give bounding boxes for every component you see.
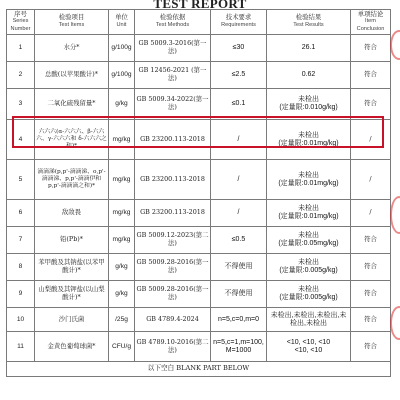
test-result	[267, 227, 351, 254]
row-number: 6	[7, 200, 35, 227]
test-method: GB 5009.28-2016(第一法)	[135, 254, 211, 281]
requirement: 不得使用	[211, 254, 267, 281]
conclusion: /	[351, 200, 391, 227]
table-row	[7, 160, 391, 200]
test-item: 沙门氏菌	[35, 308, 109, 332]
table-row	[7, 89, 391, 120]
conclusion: 符合	[351, 254, 391, 281]
test-results-table	[6, 9, 391, 377]
header-requirements: 技术要求 Requirements	[211, 10, 267, 35]
conclusion: 符合	[351, 89, 391, 120]
unit: g/100g	[109, 35, 135, 62]
unit: mg/kg	[109, 120, 135, 160]
conclusion: 符合	[351, 281, 391, 308]
test-result: 未检出,未检出,未检出,未检出,未检出	[267, 308, 351, 332]
table-header-row	[7, 10, 391, 35]
row-number: 4	[7, 120, 35, 160]
row-number: 7	[7, 227, 35, 254]
table-row	[7, 254, 391, 281]
table-row	[7, 281, 391, 308]
result-value: 未检出	[298, 96, 319, 104]
test-method: GB 23200.113-2018	[135, 120, 211, 160]
quantification-limit: (定量限:0.01mg/kg)	[278, 179, 339, 187]
requirement: 不得使用	[211, 281, 267, 308]
test-method: GB 12456-2021 (第一法)	[135, 62, 211, 89]
requirement: ≤2.5	[211, 62, 267, 89]
unit: mg/kg	[109, 200, 135, 227]
result-value-continued: <10, <10	[294, 346, 323, 354]
conclusion: 符合	[351, 227, 391, 254]
result-value: 未检出	[298, 171, 319, 179]
test-method: GB 23200.113-2018	[135, 200, 211, 227]
table-row	[7, 200, 391, 227]
header-method: 检验依据 Test Methods	[135, 10, 211, 35]
row-number: 10	[7, 308, 35, 332]
conclusion: 符合	[351, 35, 391, 62]
result-value: 未检出	[298, 232, 319, 240]
unit: mg/kg	[109, 227, 135, 254]
header-item: 检验项目 Test Items	[35, 10, 109, 35]
test-result	[267, 281, 351, 308]
table-row	[7, 120, 391, 160]
test-result	[267, 89, 351, 120]
unit: g/kg	[109, 89, 135, 120]
requirement: /	[211, 120, 267, 160]
stamp-mark	[390, 196, 400, 234]
test-method: GB 4789.10-2016(第二法)	[135, 332, 211, 362]
quantification-limit: (定量限:0.01mg/kg)	[278, 139, 339, 147]
table-row	[7, 308, 391, 332]
header-no: 序号 Series Number	[7, 10, 35, 35]
quantification-limit: (定量限:0.010g/kg)	[279, 104, 338, 111]
result-value: <10, <10, <10	[286, 338, 331, 346]
test-item: 六六六(α-六六六、β-六六六、γ-六六六和 δ-六六六之和)*	[35, 120, 109, 160]
test-result	[267, 160, 351, 200]
conclusion: 符合	[351, 332, 391, 362]
row-number: 8	[7, 254, 35, 281]
header-results: 检验结果 Test Results	[267, 10, 351, 35]
conclusion: 符合	[351, 308, 391, 332]
quantification-limit: (定量限:0.01mg/kg)	[278, 213, 339, 220]
header-conclusion: 单项结论 Item Conclusion	[351, 10, 391, 35]
test-item: 苯甲酸及其钠盐(以苯甲酸计)*	[35, 254, 109, 281]
unit: CFU/g	[109, 332, 135, 362]
result-value: 未检出	[298, 286, 319, 294]
conclusion: /	[351, 120, 391, 160]
test-method: GB 5009.28-2016(第一法)	[135, 281, 211, 308]
test-method: GB 23200.113-2018	[135, 160, 211, 200]
quantification-limit: (定量限:0.05mg/kg)	[278, 240, 339, 247]
unit: g/kg	[109, 254, 135, 281]
requirement: n=5,c=1,m=100, M=1000	[211, 332, 267, 362]
test-method: GB 5009.12-2023(第二法)	[135, 227, 211, 254]
test-result	[267, 200, 351, 227]
table-row	[7, 227, 391, 254]
test-item: 水分*	[35, 35, 109, 62]
result-value: 未检出	[298, 259, 319, 267]
result-value: 未检出	[298, 131, 319, 139]
requirement: ≤0.1	[211, 89, 267, 120]
test-result	[267, 254, 351, 281]
blank-part-row	[7, 362, 391, 377]
requirement: ≤30	[211, 35, 267, 62]
table-row	[7, 332, 391, 362]
requirement: /	[211, 200, 267, 227]
header-unit: 单位 Unit	[109, 10, 135, 35]
unit: g/kg	[109, 281, 135, 308]
row-number: 11	[7, 332, 35, 362]
unit: mg/kg	[109, 160, 135, 200]
quantification-limit: (定量限:0.005g/kg)	[279, 267, 338, 274]
stamp-mark	[390, 30, 400, 60]
test-item: 二氧化硫残留量*	[35, 89, 109, 120]
row-number: 1	[7, 35, 35, 62]
result-value: 未检出	[298, 205, 319, 213]
test-result: 26.1	[267, 35, 351, 62]
conclusion: /	[351, 160, 391, 200]
row-number: 3	[7, 89, 35, 120]
test-item: 金黄色葡萄球菌*	[35, 332, 109, 362]
unit: g/100g	[109, 62, 135, 89]
row-number: 2	[7, 62, 35, 89]
row-number: 9	[7, 281, 35, 308]
test-item: 滴滴涕(p,p'-滴滴涕、o,p'-滴滴涕、p,p'-滴滴伊和 p,p'-滴滴滴之和)*	[35, 160, 109, 200]
test-method: GB 5009.3-2016(第一法)	[135, 35, 211, 62]
quantification-limit: (定量限:0.005g/kg)	[279, 294, 338, 301]
test-result	[267, 332, 351, 362]
row-number: 5	[7, 160, 35, 200]
test-item: 山梨酸及其钾盐(以山梨酸计)*	[35, 281, 109, 308]
test-method: GB 4789.4-2024	[135, 308, 211, 332]
test-method: GB 5009.34-2022(第一法)	[135, 89, 211, 120]
report-title: TEST REPORT	[153, 0, 247, 11]
test-result: 0.62	[267, 62, 351, 89]
test-item: 铅(Pb)*	[35, 227, 109, 254]
test-item: 总酸(以苹果酸计)*	[35, 62, 109, 89]
stamp-mark	[390, 306, 400, 340]
table-row	[7, 35, 391, 62]
table-row	[7, 62, 391, 89]
test-result	[267, 120, 351, 160]
unit: /25g	[109, 308, 135, 332]
conclusion: 符合	[351, 62, 391, 89]
requirement: ≤0.5	[211, 227, 267, 254]
test-item: 敌敌畏	[35, 200, 109, 227]
requirement: /	[211, 160, 267, 200]
requirement: n=5,c=0,m=0	[211, 308, 267, 332]
blank-part-below: 以下空白 BLANK PART BELOW	[7, 362, 391, 377]
